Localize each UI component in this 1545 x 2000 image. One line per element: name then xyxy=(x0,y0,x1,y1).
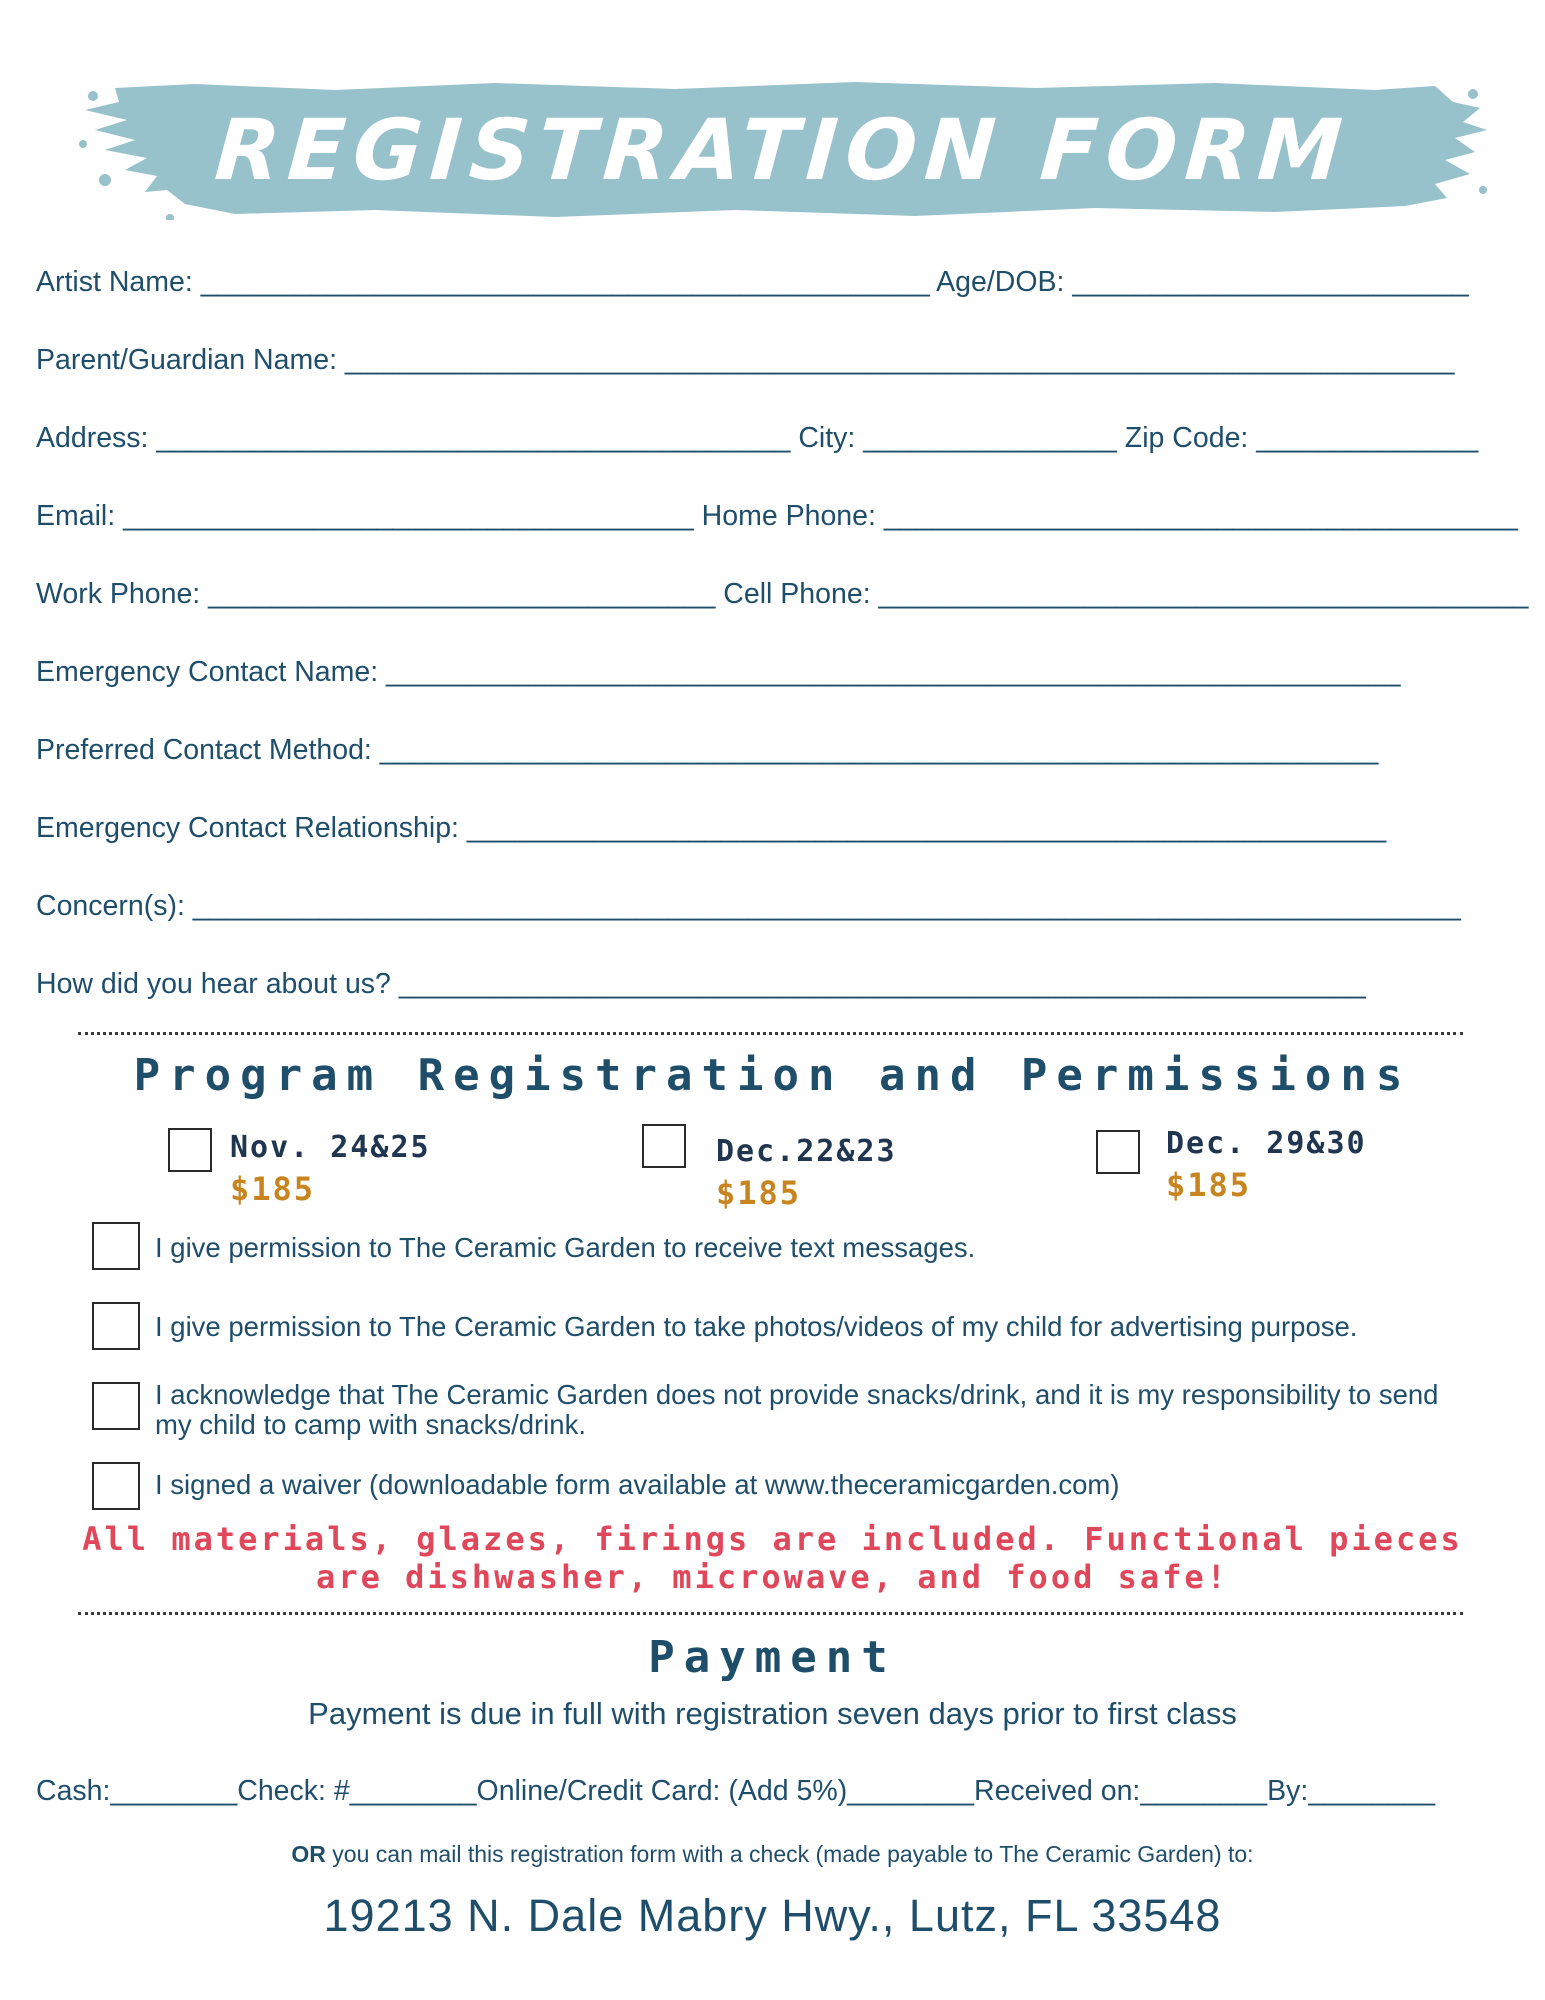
row-preferred-contact xyxy=(36,730,1496,770)
title-banner xyxy=(75,80,1490,220)
mail-instructions xyxy=(0,1841,1545,1868)
row-emergency-name xyxy=(36,652,1496,692)
payment-heading: Payment xyxy=(648,1632,897,1683)
waiver-statement: I signed a waiver (downloadable form available at www.theceramicgarden.com) xyxy=(155,1469,1120,1500)
session-1-date: Nov. 24&25 xyxy=(230,1130,431,1165)
heard-about-field[interactable]: How did you hear about us? _____________________________________________________________ xyxy=(36,968,1366,1000)
row-artist xyxy=(36,262,1496,302)
acknowledge-snacks: I acknowledge that The Ceramic Garden does not provide snacks/drink, and it is my responsibility to send my child to camp with snacks/drink. xyxy=(155,1379,1439,1440)
artist-name-field[interactable]: Artist Name: ______________________________________________ xyxy=(36,266,930,298)
session-1-checkbox[interactable] xyxy=(168,1128,212,1172)
session-3-price: $185 xyxy=(1166,1166,1252,1204)
permission-photos: I give permission to The Ceramic Garden to take photos/videos of my child for advertising purpose. xyxy=(155,1311,1358,1342)
row-phones xyxy=(36,574,1529,614)
permission-text-messages-checkbox[interactable] xyxy=(92,1222,140,1270)
section-divider xyxy=(78,1032,1463,1035)
mailing-address: 19213 N. Dale Mabry Hwy., Lutz, FL 33548 xyxy=(323,1890,1222,1941)
session-2-date: Dec.22&23 xyxy=(716,1134,897,1169)
row-heard-about xyxy=(36,964,1496,1004)
concerns-field[interactable]: Concern(s): ________________________________________________________________________________ xyxy=(36,890,1461,922)
permission-photos-checkbox[interactable] xyxy=(92,1302,140,1350)
emergency-contact-name-field[interactable]: Emergency Contact Name: ________________________________________________________________ xyxy=(36,656,1401,688)
form-title: REGISTRATION FORM xyxy=(211,101,1354,199)
home-phone-field[interactable]: Home Phone: ________________________________________ xyxy=(701,500,1518,532)
payment-fields[interactable]: Cash:________Check: #________Online/Credit Card: (Add 5%)________Received on:________By:________ xyxy=(36,1775,1436,1807)
payment-subtitle: Payment is due in full with registration seven days prior to first class xyxy=(308,1696,1237,1731)
program-heading: Program Registration and Permissions xyxy=(133,1050,1412,1101)
address-field[interactable]: Address: ________________________________________ xyxy=(36,422,791,454)
acknowledge-snacks-checkbox[interactable] xyxy=(92,1382,140,1430)
included-notice-line-1: All materials, glazes, firings are included. Functional pieces xyxy=(82,1520,1463,1558)
waiver-checkbox[interactable] xyxy=(92,1462,140,1510)
session-2-price: $185 xyxy=(716,1174,802,1212)
cell-phone-field[interactable]: Cell Phone: _________________________________________ xyxy=(723,578,1529,610)
row-address xyxy=(36,418,1496,458)
row-email xyxy=(36,496,1518,536)
parent-guardian-field[interactable]: Parent/Guardian Name: ______________________________________________________________________ xyxy=(36,344,1455,376)
mail-or: OR xyxy=(291,1841,326,1867)
row-concerns xyxy=(36,886,1496,926)
row-parent xyxy=(36,340,1496,380)
session-2-checkbox[interactable] xyxy=(642,1124,686,1168)
session-1-price: $185 xyxy=(230,1170,316,1208)
mail-text: you can mail this registration form with a check (made payable to The Ceramic Garden) to: xyxy=(325,1841,1254,1867)
age-dob-field[interactable]: Age/DOB: _________________________ xyxy=(936,266,1469,298)
session-3-checkbox[interactable] xyxy=(1096,1130,1140,1174)
emergency-relationship-field[interactable]: Emergency Contact Relationship: __________________________________________________________ xyxy=(36,812,1387,844)
session-3-date: Dec. 29&30 xyxy=(1166,1126,1367,1161)
permission-text-messages: I give permission to The Ceramic Garden to receive text messages. xyxy=(155,1232,976,1263)
work-phone-field[interactable]: Work Phone: ________________________________ xyxy=(36,578,716,610)
included-notice-line-2: are dishwasher, microwave, and food safe! xyxy=(316,1558,1229,1596)
preferred-contact-field[interactable]: Preferred Contact Method: _______________________________________________________________ xyxy=(36,734,1379,766)
section-divider xyxy=(78,1612,1463,1615)
row-emergency-relationship xyxy=(36,808,1496,848)
zip-code-field[interactable]: Zip Code: ______________ xyxy=(1124,422,1479,454)
email-field[interactable]: Email: ____________________________________ xyxy=(36,500,694,532)
city-field[interactable]: City: ________________ xyxy=(798,422,1117,454)
